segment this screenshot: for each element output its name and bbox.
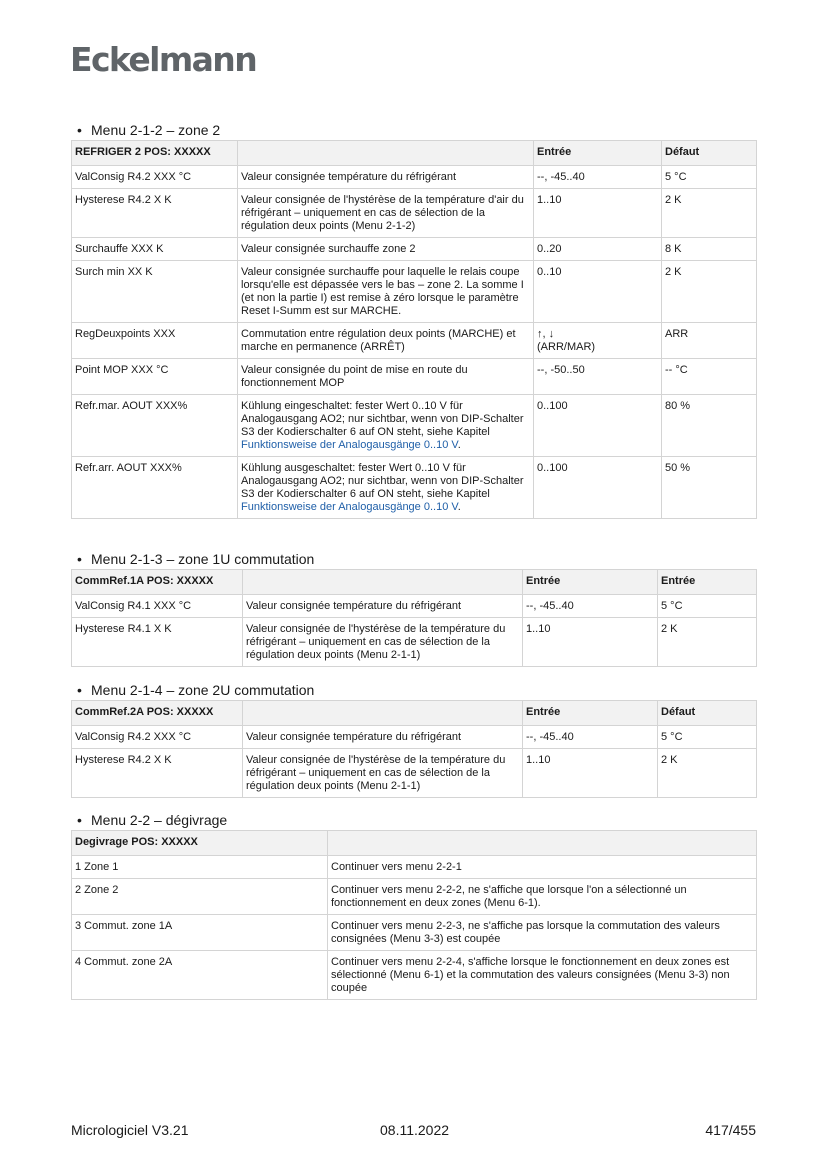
table-cell: [72, 359, 238, 395]
parameter-table: [71, 830, 757, 1000]
table-cell: [243, 595, 523, 618]
cell-text: 2 K: [661, 623, 678, 635]
table-header-cell: Entrée: [523, 570, 658, 595]
table-cell: [72, 856, 328, 879]
cell-text: --, -45..40: [526, 731, 574, 743]
table-cell: [238, 238, 534, 261]
table-cell: [534, 238, 662, 261]
section-title: [71, 681, 756, 700]
table-header-cell: [243, 570, 523, 595]
cell-text: Surchauffe XXX K: [75, 243, 164, 255]
table-cell: [658, 749, 757, 798]
table-cell: [72, 879, 328, 915]
footer-date: 08.11.2022: [380, 1122, 450, 1138]
table-cell: [658, 726, 757, 749]
table-cell: [328, 951, 757, 1000]
cell-text: Refr.mar. AOUT XXX%: [75, 400, 188, 412]
table-cell: [72, 915, 328, 951]
cell-text: Continuer vers menu 2-2-2, ne s'affiche que lorsque l'on a sélectionné un fonctionnement en deux zones (Menu 6-1).: [331, 884, 687, 909]
parameter-table: [71, 140, 757, 519]
table-header-row: [72, 701, 757, 726]
table-header-cell: [328, 831, 757, 856]
table-cell: [238, 395, 534, 457]
table-header-cell: Défaut: [662, 141, 757, 166]
cell-text: 8 K: [665, 243, 682, 255]
link-period: .: [457, 439, 461, 451]
section-title-text: Menu 2-1-4 – zone 2U commutation: [91, 682, 315, 698]
table-header-row: [72, 141, 757, 166]
cell-text: 0..100: [537, 462, 568, 474]
cell-text: 1..10: [537, 194, 562, 206]
table-header-cell: Degivrage POS: XXXXX: [72, 831, 328, 856]
cell-text: Continuer vers menu 2-2-1: [331, 861, 462, 873]
table-header-cell: [238, 141, 534, 166]
parameter-table: [71, 569, 757, 667]
cell-text: 2 K: [661, 754, 678, 766]
section-menu-2-2: [71, 811, 756, 1000]
chapter-link[interactable]: Funktionsweise der Analogausgänge 0..10 V: [241, 501, 458, 513]
table-header-row: [72, 831, 757, 856]
cell-text: --, -45..40: [537, 171, 585, 183]
table-cell: [238, 189, 534, 238]
section-menu-2-1-4: [71, 681, 756, 798]
table-cell: [72, 726, 243, 749]
bullet-icon: •: [77, 812, 82, 828]
footer-page-number: 417/455: [705, 1122, 756, 1138]
bullet-icon: •: [77, 682, 82, 698]
table-cell: [72, 395, 238, 457]
table-cell: [523, 595, 658, 618]
table-row: [72, 189, 757, 238]
cell-text: Surch min XX K: [75, 266, 153, 278]
table-cell: [662, 323, 757, 359]
cell-text: 3 Commut. zone 1A: [75, 920, 173, 932]
table-cell: [72, 951, 328, 1000]
cell-text: Valeur consignée surchauffe pour laquelle le relais coupe lorsqu'elle est dépassée vers le bas – zone 2. La somme I (et non la partie I) est remise à zéro lorsque le paramètre Reset I-Summ est sur MARCHE.: [241, 266, 524, 317]
cell-text: Kühlung eingeschaltet: fester Wert 0..10 V für Analogausgang AO2; nur sichtbar, wenn von DIP-Schalter S3 der Kodierschalter 6 auf ON steht, siehe Kapitel: [241, 400, 524, 438]
cell-text: Continuer vers menu 2-2-4, s'affiche lorsque le fonctionnement en deux zones est sélectionné (Menu 6-1) et la commutation des valeurs consignées (Menu 3-3) non coupée: [331, 956, 730, 994]
table-cell: [238, 323, 534, 359]
table-cell: [523, 749, 658, 798]
table-cell: [238, 359, 534, 395]
cell-text: 4 Commut. zone 2A: [75, 956, 173, 968]
cell-text: ARR: [665, 328, 689, 340]
table-cell: [72, 323, 238, 359]
table-row: [72, 595, 757, 618]
table-cell: [662, 261, 757, 323]
table-cell: [72, 166, 238, 189]
cell-text: Point MOP XXX °C: [75, 364, 169, 376]
table-cell: [662, 166, 757, 189]
section-title-text: Menu 2-1-2 – zone 2: [91, 122, 221, 138]
table-header-cell: Entrée: [534, 141, 662, 166]
table-cell: [662, 395, 757, 457]
table-row: [72, 951, 757, 1000]
table-cell: [243, 618, 523, 667]
cell-text: Kühlung ausgeschaltet: fester Wert 0..10 V für Analogausgang AO2; nur sichtbar, wenn von DIP-Schalter S3 der Kodierschalter 6 auf ON steht, siehe Kapitel: [241, 462, 524, 500]
cell-text: ↑, ↓ (ARR/MAR): [537, 328, 596, 353]
cell-text: Continuer vers menu 2-2-3, ne s'affiche pas lorsque la commutation des valeurs consignées (Menu 3-3) est coupée: [331, 920, 720, 945]
table-header-cell: Entrée: [658, 570, 757, 595]
table-cell: [243, 749, 523, 798]
cell-text: 50 %: [665, 462, 691, 474]
cell-text: Valeur consignée température du réfrigérant: [246, 600, 462, 612]
footer-firmware-version: Micrologiciel V3.21: [71, 1122, 189, 1138]
bullet-icon: •: [77, 551, 82, 567]
section-title: [71, 811, 756, 830]
table-cell: [658, 618, 757, 667]
cell-text: 2 Zone 2: [75, 884, 119, 896]
table-cell: [238, 166, 534, 189]
cell-text: Valeur consignée température du réfrigérant: [246, 731, 462, 743]
cell-text: 2 K: [665, 194, 682, 206]
cell-text: Valeur consignée du point de mise en route du fonctionnement MOP: [241, 364, 468, 389]
table-cell: [534, 457, 662, 519]
table-header-cell: Défaut: [658, 701, 757, 726]
cell-text: 80 %: [665, 400, 691, 412]
cell-text: 5 °C: [661, 600, 683, 612]
table-cell: [534, 166, 662, 189]
cell-text: 0..10: [537, 266, 562, 278]
table-cell: [662, 189, 757, 238]
table-row: [72, 856, 757, 879]
table-row: [72, 261, 757, 323]
table-header-cell: Entrée: [523, 701, 658, 726]
cell-text: Valeur consignée de l'hystérèse de la température du réfrigérant – uniquement en cas de sélection de la régulation deux points (Menu 2-1-1): [246, 623, 506, 661]
section-title-text: Menu 2-1-3 – zone 1U commutation: [91, 551, 315, 567]
cell-text: --, -45..40: [526, 600, 574, 612]
table-header-cell: CommRef.2A POS: XXXXX: [72, 701, 243, 726]
cell-text: 1..10: [526, 623, 551, 635]
link-period: .: [457, 501, 461, 513]
table-header-cell: REFRIGER 2 POS: XXXXX: [72, 141, 238, 166]
cell-text: Refr.arr. AOUT XXX%: [75, 462, 182, 474]
bullet-icon: •: [77, 122, 82, 138]
table-cell: [662, 359, 757, 395]
cell-text: Hysterese R4.2 X K: [75, 194, 172, 206]
table-cell: [72, 618, 243, 667]
table-cell: [523, 726, 658, 749]
cell-text: Commutation entre régulation deux points (MARCHE) et marche en permanence (ARRÊT): [241, 328, 516, 353]
table-header-cell: [243, 701, 523, 726]
table-row: [72, 879, 757, 915]
cell-text: Hysterese R4.2 X K: [75, 754, 172, 766]
cell-text: ValConsig R4.2 XXX °C: [75, 171, 192, 183]
cell-text: 0..100: [537, 400, 568, 412]
table-cell: [72, 261, 238, 323]
eckelmann-logo: Eckelmann: [70, 40, 257, 79]
table-cell: [328, 915, 757, 951]
cell-text: 5 °C: [661, 731, 683, 743]
section-title: [71, 550, 756, 569]
table-row: [72, 618, 757, 667]
section-menu-2-1-2: [71, 121, 756, 519]
cell-text: ValConsig R4.2 XXX °C: [75, 731, 192, 743]
cell-text: 1..10: [526, 754, 551, 766]
table-cell: [243, 726, 523, 749]
cell-text: Valeur consignée de l'hystérèse de la température d'air du réfrigérant – uniquement en cas de sélection de la régulation deux points (Menu 2-1-2): [241, 194, 524, 232]
table-cell: [72, 749, 243, 798]
cell-text: 0..20: [537, 243, 562, 255]
table-row: [72, 395, 757, 457]
table-row: [72, 726, 757, 749]
table-header-cell: CommRef.1A POS: XXXXX: [72, 570, 243, 595]
table-cell: [238, 457, 534, 519]
cell-text: -- °C: [665, 364, 688, 376]
cell-text: Valeur consignée de l'hystérèse de la température du réfrigérant – uniquement en cas de sélection de la régulation deux points (Menu 2-1-1): [246, 754, 506, 792]
cell-text: RegDeuxpoints XXX: [75, 328, 176, 340]
table-row: [72, 457, 757, 519]
table-cell: [658, 595, 757, 618]
table-cell: [328, 856, 757, 879]
table-cell: [72, 189, 238, 238]
cell-text: Valeur consignée surchauffe zone 2: [241, 243, 416, 255]
table-cell: [534, 395, 662, 457]
table-row: [72, 359, 757, 395]
table-cell: [534, 323, 662, 359]
table-cell: [72, 457, 238, 519]
table-header-row: [72, 570, 757, 595]
table-cell: [534, 189, 662, 238]
chapter-link[interactable]: Funktionsweise der Analogausgänge 0..10 V: [241, 439, 458, 451]
section-title-text: Menu 2-2 – dégivrage: [91, 812, 228, 828]
cell-text: ValConsig R4.1 XXX °C: [75, 600, 192, 612]
table-cell: [72, 595, 243, 618]
cell-text: Valeur consignée température du réfrigérant: [241, 171, 457, 183]
table-cell: [662, 457, 757, 519]
section-title: [71, 121, 756, 140]
table-cell: [72, 238, 238, 261]
cell-text: 1 Zone 1: [75, 861, 119, 873]
section-menu-2-1-3: [71, 550, 756, 667]
cell-text: Hysterese R4.1 X K: [75, 623, 172, 635]
table-cell: [662, 238, 757, 261]
cell-text: --, -50..50: [537, 364, 585, 376]
cell-text: 5 °C: [665, 171, 687, 183]
table-row: [72, 238, 757, 261]
table-row: [72, 749, 757, 798]
cell-text: 2 K: [665, 266, 682, 278]
table-cell: [328, 879, 757, 915]
table-cell: [238, 261, 534, 323]
parameter-table: [71, 700, 757, 798]
table-cell: [534, 261, 662, 323]
table-row: [72, 166, 757, 189]
table-row: [72, 323, 757, 359]
table-row: [72, 915, 757, 951]
table-cell: [523, 618, 658, 667]
table-cell: [534, 359, 662, 395]
